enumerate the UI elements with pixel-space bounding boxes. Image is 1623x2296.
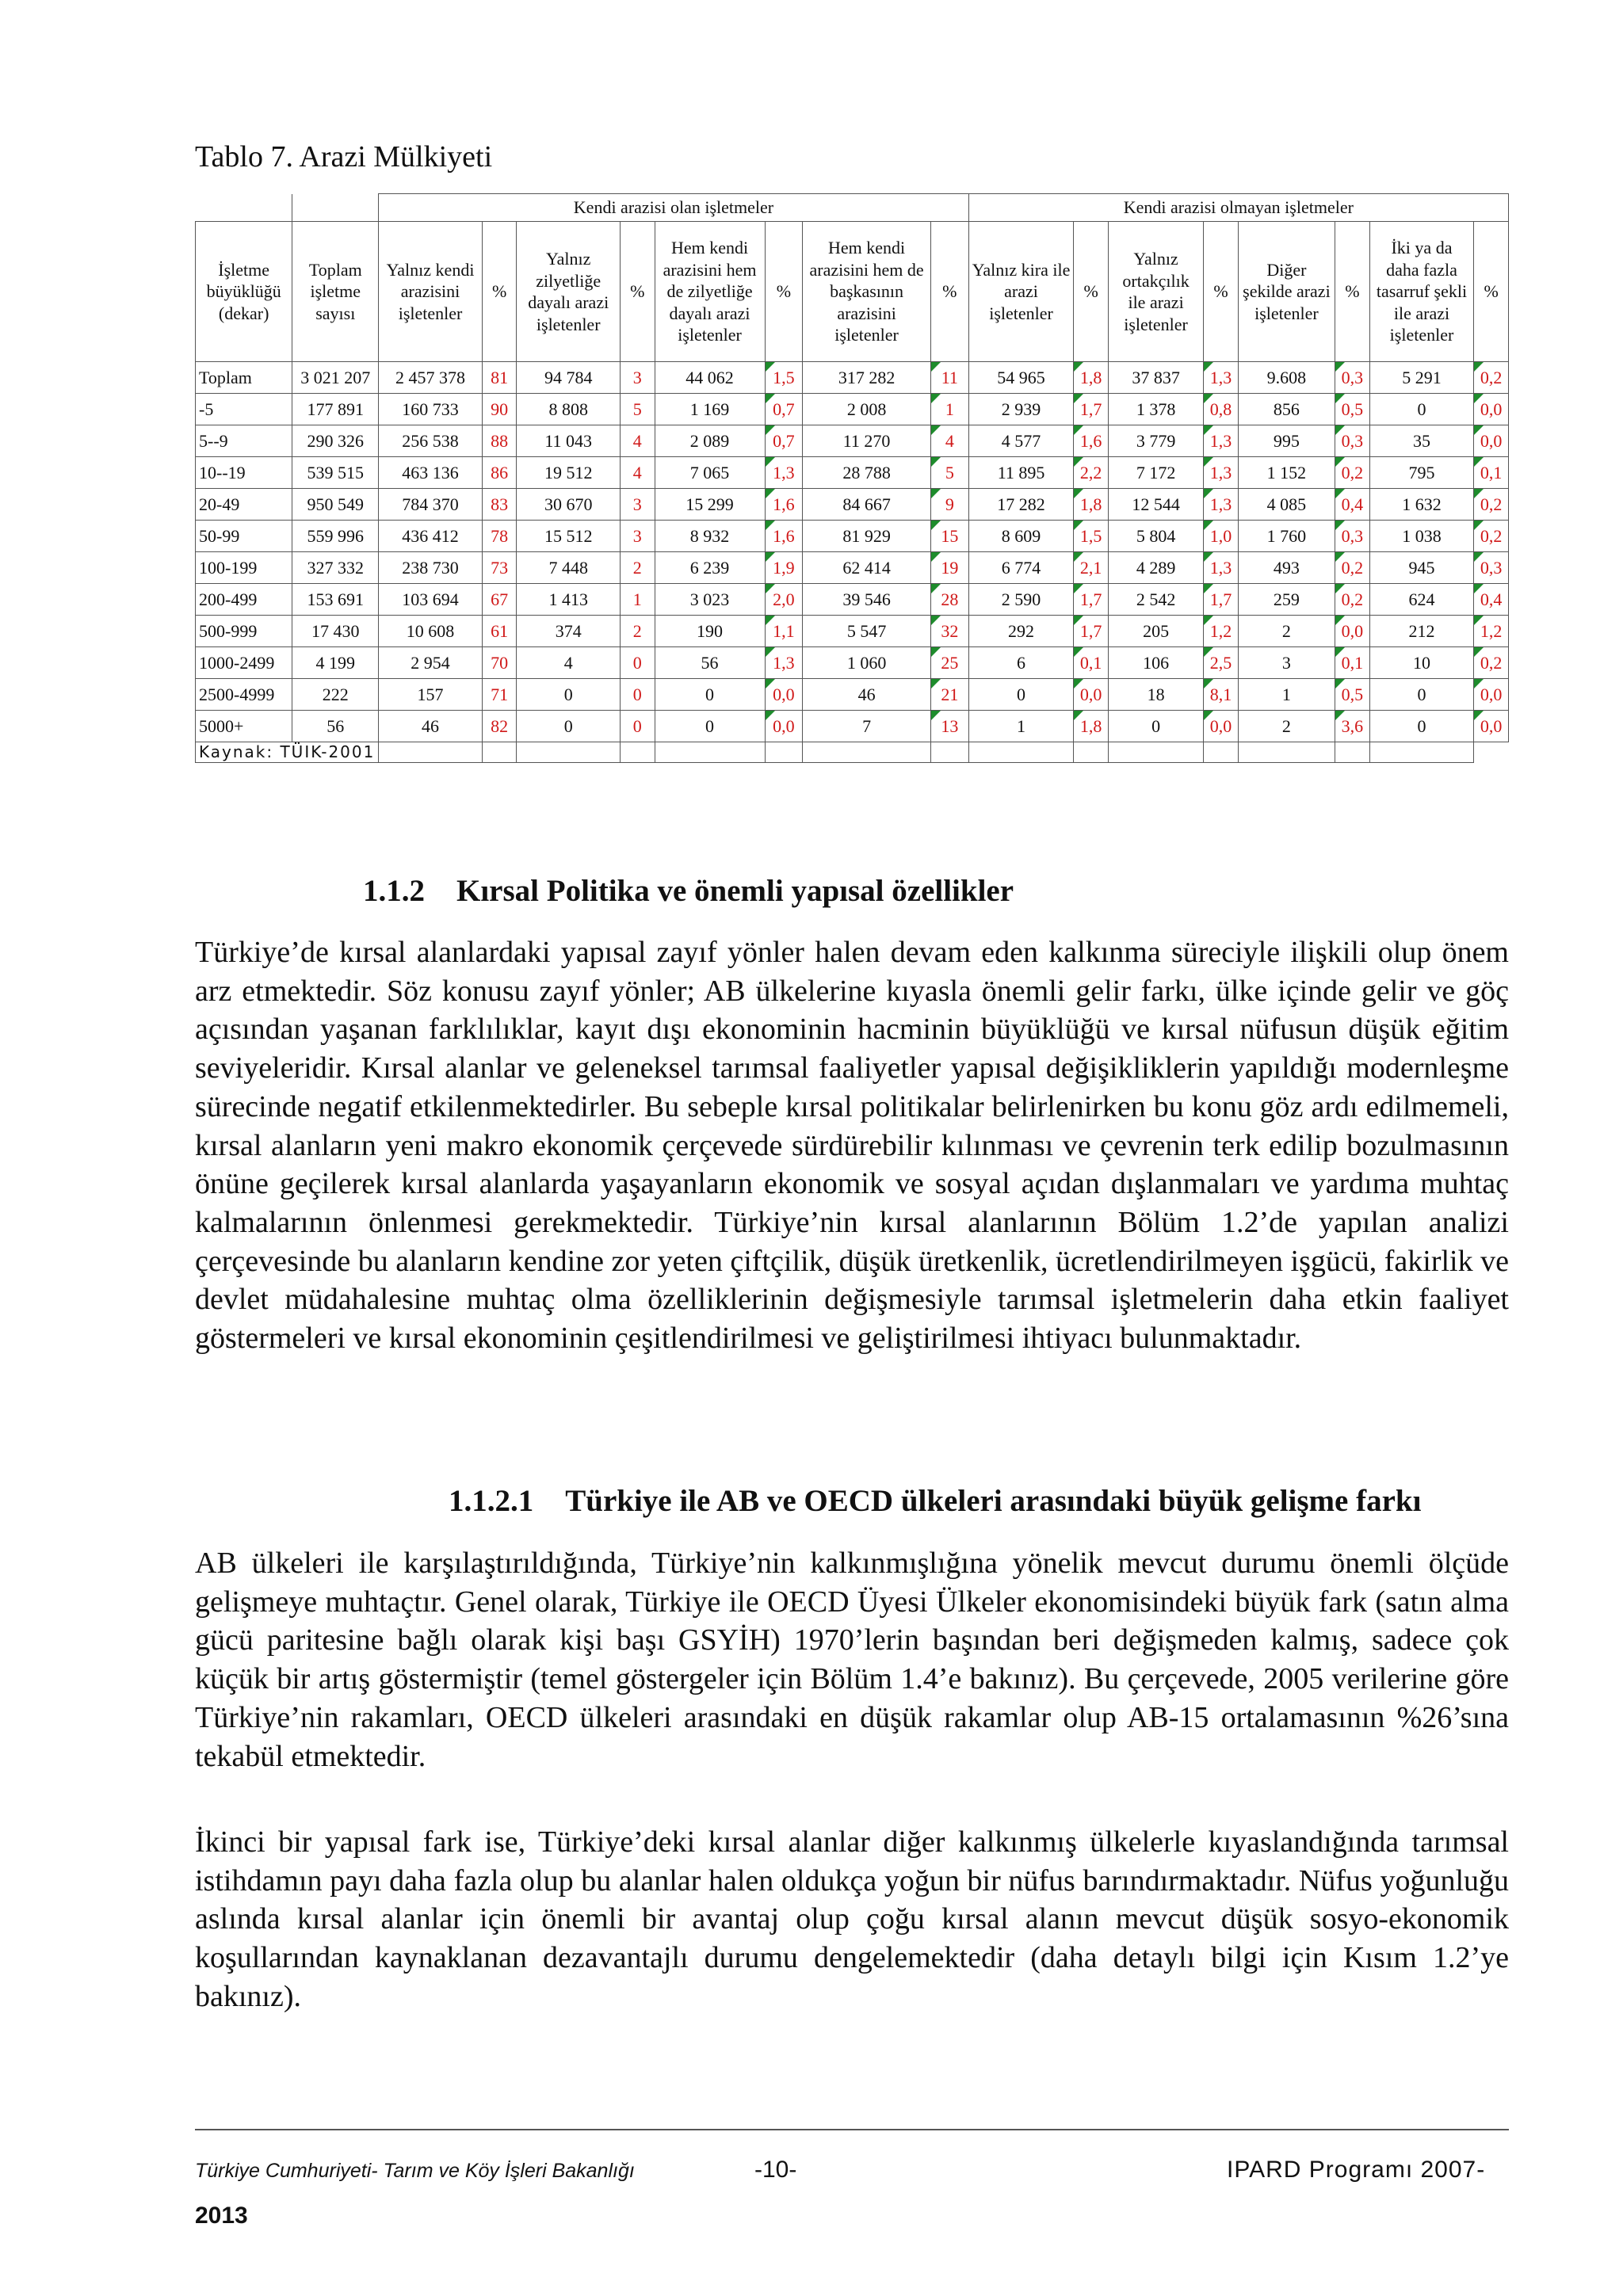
table-source: Kaynak: TÜIK-2001 (196, 742, 379, 763)
value-cell: 1 169 (655, 394, 765, 425)
value-cell: 3 023 (655, 584, 765, 616)
value-cell: 3 (1238, 647, 1335, 679)
percent-cell: 21 (930, 679, 968, 711)
percent-cell: 13 (930, 711, 968, 742)
percent-cell: 3 (621, 362, 655, 394)
value-cell: 1 (968, 711, 1074, 742)
column-header: Hem kendi arazisini hem de zilyetliğe dayalı arazi işletenler (655, 222, 765, 362)
table-row (196, 552, 1509, 584)
value-cell: 0 (655, 711, 765, 742)
value-cell: 259 (1238, 584, 1335, 616)
value-cell: 56 (292, 711, 379, 742)
value-cell: 7 065 (655, 457, 765, 489)
row-label: 1000-2499 (196, 647, 292, 679)
percent-cell: 1,6 (1074, 425, 1109, 457)
column-header: % (1204, 222, 1239, 362)
value-cell: 4 577 (968, 425, 1074, 457)
value-cell: 15 512 (517, 521, 621, 552)
table-row (196, 521, 1509, 552)
table-row (196, 425, 1509, 457)
value-cell: 3 021 207 (292, 362, 379, 394)
value-cell: 0 (655, 679, 765, 711)
percent-cell: 1,8 (1074, 362, 1109, 394)
value-cell: 17 282 (968, 489, 1074, 521)
row-label: 500-999 (196, 616, 292, 647)
percent-cell: 0,2 (1474, 521, 1509, 552)
column-header: Yalnız kira ile arazi işletenler (968, 222, 1074, 362)
value-cell: 1 (1238, 679, 1335, 711)
percent-cell: 0,2 (1474, 647, 1509, 679)
row-label: 2500-4999 (196, 679, 292, 711)
percent-cell: 1,3 (765, 457, 803, 489)
percent-cell: 3 (621, 521, 655, 552)
value-cell: 62 414 (803, 552, 931, 584)
value-cell: 559 996 (292, 521, 379, 552)
percent-cell: 0,2 (1335, 584, 1370, 616)
value-cell: 103 694 (379, 584, 483, 616)
column-header: İşletme büyüklüğü (dekar) (196, 222, 292, 362)
percent-cell: 1,3 (1204, 425, 1239, 457)
percent-cell: 3 (621, 489, 655, 521)
footer-ministry: Türkiye Cumhuriyeti- Tarım ve Köy İşleri Bakanlığı (195, 2160, 635, 2182)
value-cell: 7 (803, 711, 931, 742)
value-cell: 10 608 (379, 616, 483, 647)
table-row (196, 616, 1509, 647)
value-cell: 8 808 (517, 394, 621, 425)
percent-cell: 1,7 (1204, 584, 1239, 616)
percent-cell: 0,4 (1335, 489, 1370, 521)
percent-cell: 1,3 (1204, 457, 1239, 489)
value-cell: 12 544 (1108, 489, 1203, 521)
percent-cell: 8,1 (1204, 679, 1239, 711)
column-header: Yalnız zilyetliğe dayalı arazi işletenler (517, 222, 621, 362)
percent-cell: 90 (482, 394, 517, 425)
percent-cell: 0 (621, 679, 655, 711)
value-cell: 856 (1238, 394, 1335, 425)
land-ownership-table (195, 193, 1509, 763)
percent-cell: 0,0 (1474, 394, 1509, 425)
column-header: % (930, 222, 968, 362)
value-cell: 190 (655, 616, 765, 647)
percent-cell: 0 (621, 647, 655, 679)
percent-cell: 5 (930, 457, 968, 489)
value-cell: 995 (1238, 425, 1335, 457)
value-cell: 3 779 (1108, 425, 1203, 457)
percent-cell: 1,6 (765, 489, 803, 521)
value-cell: 292 (968, 616, 1074, 647)
column-header: İki ya da daha fazla tasarruf şekli ile arazi işletenler (1369, 222, 1474, 362)
value-cell: 2 542 (1108, 584, 1203, 616)
value-cell: 493 (1238, 552, 1335, 584)
percent-cell: 0,1 (1074, 647, 1109, 679)
column-header: % (621, 222, 655, 362)
value-cell: 539 515 (292, 457, 379, 489)
row-label: 20-49 (196, 489, 292, 521)
value-cell: 0 (517, 711, 621, 742)
percent-cell: 1,5 (1074, 521, 1109, 552)
value-cell: 1 632 (1369, 489, 1474, 521)
percent-cell: 1,3 (765, 647, 803, 679)
percent-cell: 28 (930, 584, 968, 616)
paragraph-structural-difference: İkinci bir yapısal fark ise, Türkiye’deki kırsal alanlar diğer kalkınmış ülkelerle kıyaslandığında tarımsal istihdamın payı daha fazla olup bu alanlar halen oldukça yoğun bir nüfus barındırmaktadır. Nüfus yoğunluğu aslında kırsal alanlar için önemli bir avantaj olup çoğu kırsal alanın mevcut düşük sosyo-ekonomik koşullarından kaynaklanan dezavantajlı durumu dengelemektedir (daha detaylı bilgi için Kısım 1.2’ye bakınız). (195, 1825, 1509, 2013)
column-header: Yalnız ortakçılık ile arazi işletenler (1108, 222, 1203, 362)
value-cell: 4 (517, 647, 621, 679)
row-label: 50-99 (196, 521, 292, 552)
percent-cell: 1,6 (765, 521, 803, 552)
row-label: Toplam (196, 362, 292, 394)
value-cell: 37 837 (1108, 362, 1203, 394)
percent-cell: 0,2 (1474, 489, 1509, 521)
value-cell: 5 547 (803, 616, 931, 647)
value-cell: 39 546 (803, 584, 931, 616)
column-header: % (765, 222, 803, 362)
row-label: 200-499 (196, 584, 292, 616)
percent-cell: 4 (621, 425, 655, 457)
value-cell: 7 172 (1108, 457, 1203, 489)
value-cell: 1 060 (803, 647, 931, 679)
value-cell: 463 136 (379, 457, 483, 489)
value-cell: 56 (655, 647, 765, 679)
column-header: Toplam işletme sayısı (292, 222, 379, 362)
percent-cell: 78 (482, 521, 517, 552)
table-row (196, 457, 1509, 489)
column-header: % (1474, 222, 1509, 362)
value-cell: 0 (1369, 394, 1474, 425)
value-cell: 0 (968, 679, 1074, 711)
percent-cell: 0,0 (765, 711, 803, 742)
value-cell: 11 895 (968, 457, 1074, 489)
percent-cell: 61 (482, 616, 517, 647)
value-cell: 0 (517, 679, 621, 711)
value-cell: 106 (1108, 647, 1203, 679)
value-cell: 44 062 (655, 362, 765, 394)
percent-cell: 86 (482, 457, 517, 489)
table-row (196, 394, 1509, 425)
paragraph-development-gap: AB ülkeleri ile karşılaştırıldığında, Türkiye’nin kalkınmışlığına yönelik mevcut durumu önemli ölçüde gelişmeye muhtaçtır. Genel olarak, Türkiye ile OECD Üyesi Ülkeler ekonomisindeki büyük fark (satın alma gücü paritesine bağlı olarak kişi başı GSYİH) 1970’lerin başından beri değişmeden kalmış, sadece çok küçük bir artış göstermiştir (temel göstergeler için Bölüm 1.4’e bakınız). Bu çerçevede, 2005 verilerine göre Türkiye’nin rakamları, OECD ülkeleri arasındaki en düşük rakamlar olup AB-15 ortalamasının %26’sına tekabül etmektedir. (195, 1547, 1509, 1773)
value-cell: 205 (1108, 616, 1203, 647)
percent-cell: 67 (482, 584, 517, 616)
percent-cell: 1,3 (1204, 552, 1239, 584)
value-cell: 5 804 (1108, 521, 1203, 552)
percent-cell: 0,8 (1204, 394, 1239, 425)
value-cell: 6 239 (655, 552, 765, 584)
value-cell: 784 370 (379, 489, 483, 521)
percent-cell: 2,0 (765, 584, 803, 616)
value-cell: 1 413 (517, 584, 621, 616)
percent-cell: 73 (482, 552, 517, 584)
value-cell: 4 289 (1108, 552, 1203, 584)
value-cell: 2 457 378 (379, 362, 483, 394)
percent-cell: 2 (621, 552, 655, 584)
value-cell: 9.608 (1238, 362, 1335, 394)
percent-cell: 71 (482, 679, 517, 711)
percent-cell: 0,0 (1474, 425, 1509, 457)
value-cell: 1 378 (1108, 394, 1203, 425)
percent-cell: 0,4 (1474, 584, 1509, 616)
table-caption: Tablo 7. Arazi Mülkiyeti (195, 140, 493, 174)
value-cell: 0 (1369, 679, 1474, 711)
value-cell: 11 043 (517, 425, 621, 457)
percent-cell: 15 (930, 521, 968, 552)
value-cell: 290 326 (292, 425, 379, 457)
value-cell: 177 891 (292, 394, 379, 425)
table-row (196, 362, 1509, 394)
percent-cell: 0,0 (1074, 679, 1109, 711)
percent-cell: 25 (930, 647, 968, 679)
value-cell: 1 038 (1369, 521, 1474, 552)
percent-cell: 32 (930, 616, 968, 647)
value-cell: 28 788 (803, 457, 931, 489)
value-cell: 18 (1108, 679, 1203, 711)
value-cell: 15 299 (655, 489, 765, 521)
percent-cell: 4 (930, 425, 968, 457)
value-cell: 4 199 (292, 647, 379, 679)
percent-cell: 1,5 (765, 362, 803, 394)
value-cell: 94 784 (517, 362, 621, 394)
percent-cell: 1,8 (1074, 711, 1109, 742)
table-row (196, 711, 1509, 742)
percent-cell: 19 (930, 552, 968, 584)
percent-cell: 11 (930, 362, 968, 394)
value-cell: 2 (1238, 616, 1335, 647)
percent-cell: 0,2 (1335, 457, 1370, 489)
value-cell: 8 932 (655, 521, 765, 552)
percent-cell: 0,5 (1335, 394, 1370, 425)
percent-cell: 3,6 (1335, 711, 1370, 742)
value-cell: 46 (803, 679, 931, 711)
percent-cell: 1,7 (1074, 394, 1109, 425)
value-cell: 6 774 (968, 552, 1074, 584)
value-cell: 6 (968, 647, 1074, 679)
percent-cell: 0,0 (1335, 616, 1370, 647)
value-cell: 2 (1238, 711, 1335, 742)
value-cell: 256 538 (379, 425, 483, 457)
percent-cell: 2 (621, 616, 655, 647)
column-header: % (1335, 222, 1370, 362)
row-label: 100-199 (196, 552, 292, 584)
value-cell: 4 085 (1238, 489, 1335, 521)
table-row (196, 584, 1509, 616)
row-label: -5 (196, 394, 292, 425)
value-cell: 30 670 (517, 489, 621, 521)
column-headers (196, 222, 1509, 362)
percent-cell: 1,7 (1074, 584, 1109, 616)
value-cell: 212 (1369, 616, 1474, 647)
column-header: Yalnız kendi arazisini işletenler (379, 222, 483, 362)
percent-cell: 0,5 (1335, 679, 1370, 711)
percent-cell: 1,1 (765, 616, 803, 647)
percent-cell: 1 (930, 394, 968, 425)
table-row (196, 679, 1509, 711)
row-label: 10--19 (196, 457, 292, 489)
percent-cell: 1,2 (1204, 616, 1239, 647)
value-cell: 624 (1369, 584, 1474, 616)
value-cell: 1 152 (1238, 457, 1335, 489)
section-heading-1-1-2-1: 1.1.2.1 Türkiye ile AB ve OECD ülkeleri arasındaki büyük gelişme farkı (449, 1484, 1422, 1518)
percent-cell: 82 (482, 711, 517, 742)
footer-program: IPARD Programı 2007- (1227, 2157, 1486, 2183)
percent-cell: 1,8 (1074, 489, 1109, 521)
value-cell: 157 (379, 679, 483, 711)
percent-cell: 81 (482, 362, 517, 394)
value-cell: 160 733 (379, 394, 483, 425)
percent-cell: 1,3 (1204, 362, 1239, 394)
percent-cell: 1,2 (1474, 616, 1509, 647)
percent-cell: 0,2 (1474, 362, 1509, 394)
percent-cell: 0,0 (765, 679, 803, 711)
page-number: -10- (754, 2157, 797, 2183)
value-cell: 945 (1369, 552, 1474, 584)
percent-cell: 4 (621, 457, 655, 489)
value-cell: 950 549 (292, 489, 379, 521)
percent-cell: 1,9 (765, 552, 803, 584)
percent-cell: 0,0 (1474, 711, 1509, 742)
percent-cell: 0,3 (1335, 521, 1370, 552)
group-own-land: Kendi arazisi olan işletmeler (379, 194, 968, 222)
value-cell: 84 667 (803, 489, 931, 521)
value-cell: 1 760 (1238, 521, 1335, 552)
percent-cell: 70 (482, 647, 517, 679)
value-cell: 54 965 (968, 362, 1074, 394)
value-cell: 19 512 (517, 457, 621, 489)
table-row (196, 647, 1509, 679)
percent-cell: 0,7 (765, 425, 803, 457)
percent-cell: 2,2 (1074, 457, 1109, 489)
value-cell: 0 (1369, 711, 1474, 742)
value-cell: 238 730 (379, 552, 483, 584)
value-cell: 7 448 (517, 552, 621, 584)
value-cell: 2 939 (968, 394, 1074, 425)
percent-cell: 0,1 (1335, 647, 1370, 679)
value-cell: 10 (1369, 647, 1474, 679)
percent-cell: 0,0 (1204, 711, 1239, 742)
value-cell: 81 929 (803, 521, 931, 552)
value-cell: 0 (1108, 711, 1203, 742)
percent-cell: 5 (621, 394, 655, 425)
column-header: % (1074, 222, 1109, 362)
value-cell: 2 089 (655, 425, 765, 457)
percent-cell: 1,0 (1204, 521, 1239, 552)
value-cell: 46 (379, 711, 483, 742)
column-header: Hem kendi arazisini hem de başkasının arazisini işletenler (803, 222, 931, 362)
section-heading-1-1-2: 1.1.2 Kırsal Politika ve önemli yapısal özellikler (363, 874, 1014, 908)
percent-cell: 0,3 (1335, 425, 1370, 457)
value-cell: 317 282 (803, 362, 931, 394)
percent-cell: 1,7 (1074, 616, 1109, 647)
table-row (196, 489, 1509, 521)
value-cell: 436 412 (379, 521, 483, 552)
percent-cell: 1,3 (1204, 489, 1239, 521)
value-cell: 374 (517, 616, 621, 647)
percent-cell: 2,5 (1204, 647, 1239, 679)
value-cell: 8 609 (968, 521, 1074, 552)
footer-divider (195, 2129, 1509, 2130)
percent-cell: 0 (621, 711, 655, 742)
group-not-own-land: Kendi arazisi olmayan işletmeler (968, 194, 1508, 222)
value-cell: 327 332 (292, 552, 379, 584)
percent-cell: 2,1 (1074, 552, 1109, 584)
value-cell: 2 008 (803, 394, 931, 425)
percent-cell: 88 (482, 425, 517, 457)
value-cell: 153 691 (292, 584, 379, 616)
footer-year: 2013 (195, 2203, 248, 2229)
value-cell: 222 (292, 679, 379, 711)
percent-cell: 1 (621, 584, 655, 616)
row-label: 5000+ (196, 711, 292, 742)
value-cell: 35 (1369, 425, 1474, 457)
value-cell: 2 954 (379, 647, 483, 679)
column-header: % (482, 222, 517, 362)
column-header: Diğer şekilde arazi işletenler (1238, 222, 1335, 362)
value-cell: 2 590 (968, 584, 1074, 616)
percent-cell: 0,3 (1474, 552, 1509, 584)
percent-cell: 0,3 (1335, 362, 1370, 394)
percent-cell: 0,1 (1474, 457, 1509, 489)
value-cell: 11 270 (803, 425, 931, 457)
percent-cell: 83 (482, 489, 517, 521)
value-cell: 17 430 (292, 616, 379, 647)
value-cell: 5 291 (1369, 362, 1474, 394)
paragraph-rural-policy: Türkiye’de kırsal alanlardaki yapısal zayıf yönler halen devam eden kalkınma süreciyle ilişkili olup önem arz etmektedir. Söz konusu zayıf yönler; AB ülkelerine kıyasla önemli gelir farkı, ülke içinde gelir ve göç açısından yaşanan farklılıklar, kayıt dışı ekonominin hacminin büyüklüğü ve kırsal nüfusun düşük eğitim seviyeleridir. Kırsal alanlar ve geleneksel tarımsal faaliyetler yapısal değişikliklerin yapıldığı modernleşme sürecinde negatif etkilenmektedirler. Bu sebeple kırsal politikalar belirlenirken bu konu göz ardı edilmemeli, kırsal alanların yeni makro ekonomik çerçevede sürdürebilir kılınması ve çevrenin terk edilip bozulmasının önüne geçilerek kırsal alanlarda yaşayanların ekonomik ve sosyal açıdan dışlanmaları ve yardıma muhtaç kalmalarının önlenmesi gerekmektedir. Türkiye’nin kırsal alanlarının Bölüm 1.2’de yapılan analizi çerçevesinde bu alanların kendine zor yeten çiftçilik, düşük üretkenlik, ücretlendirilmeyen işgücü, fakirlik ve devlet müdahalesine muhtaç olma özelliklerinin değişmesiyle tarımsal işletmelerin daha etkin faaliyet göstermeleri ve kırsal ekonominin çeşitlendirilmesi ve geliştirilmesi ihtiyacı bulunmaktadır. (195, 936, 1509, 1356)
value-cell: 795 (1369, 457, 1474, 489)
percent-cell: 0,0 (1474, 679, 1509, 711)
percent-cell: 0,2 (1335, 552, 1370, 584)
percent-cell: 0,7 (765, 394, 803, 425)
table-body (196, 362, 1509, 742)
row-label: 5--9 (196, 425, 292, 457)
percent-cell: 9 (930, 489, 968, 521)
